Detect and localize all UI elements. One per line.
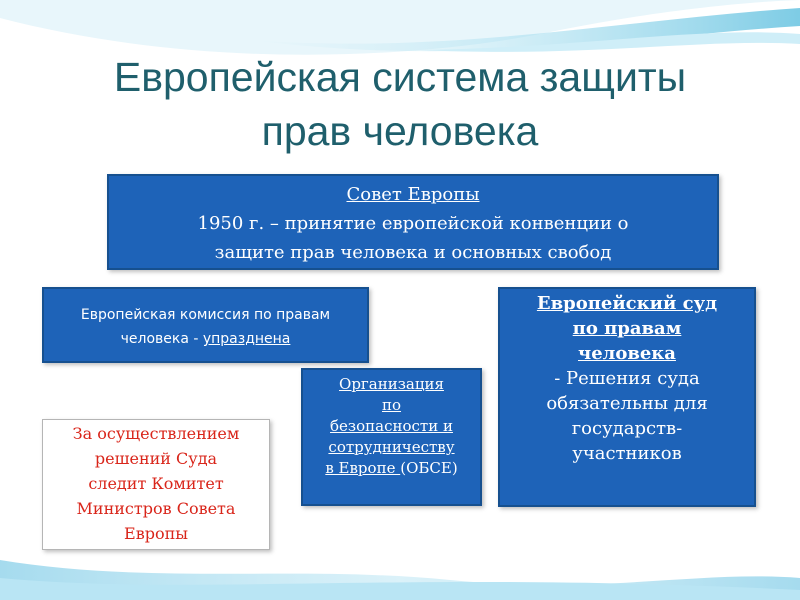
council-line-2: защите прав человека и основных свобод (214, 242, 612, 263)
committee-line-3: следит Комитет (88, 474, 224, 493)
commission-box (42, 287, 369, 363)
court-body-line-1: - Решения суда (554, 368, 700, 389)
council-of-europe-box (107, 174, 719, 270)
committee-line-4: Министров Совета (76, 499, 236, 518)
court-box (498, 287, 756, 507)
council-line-1: 1950 г. – принятие европейской конвенции о (197, 213, 629, 234)
court-body-line-4: участников (572, 443, 682, 464)
court-body-line-3: государств- (571, 418, 683, 439)
committee-box (42, 419, 270, 550)
osce-line-5 (303, 458, 480, 479)
council-heading: Совет Европы (346, 184, 480, 205)
court-heading-line-2: по правам (572, 318, 682, 339)
osce-last-line: в Европе (325, 459, 401, 477)
osce-box (301, 368, 482, 506)
court-body-line-2: обязательны для (546, 393, 708, 414)
committee-line-2: решений Суда (94, 449, 218, 468)
title-line-2: прав человека (261, 108, 539, 154)
osce-line-3: безопасности и (330, 417, 453, 435)
osce-line-2: по (381, 396, 402, 414)
osce-abbr: (ОБСЕ) (400, 459, 458, 477)
court-heading-line-1: Европейский суд (536, 293, 718, 314)
commission-line-1: Европейская комиссия по правам (80, 307, 331, 323)
committee-line-1: За осуществлением (72, 424, 240, 443)
commission-line-2-prefix: человека - (120, 331, 203, 347)
title-line-1: Европейская система защиты (113, 54, 687, 100)
page-title (0, 50, 800, 158)
commission-status: упразднена (202, 331, 291, 347)
commission-line-2 (44, 327, 367, 351)
osce-line-1: Организация (339, 375, 444, 393)
court-heading-line-3: человека (578, 343, 676, 364)
osce-line-4: сотрудничеству (328, 438, 455, 456)
committee-line-5: Европы (124, 524, 188, 543)
